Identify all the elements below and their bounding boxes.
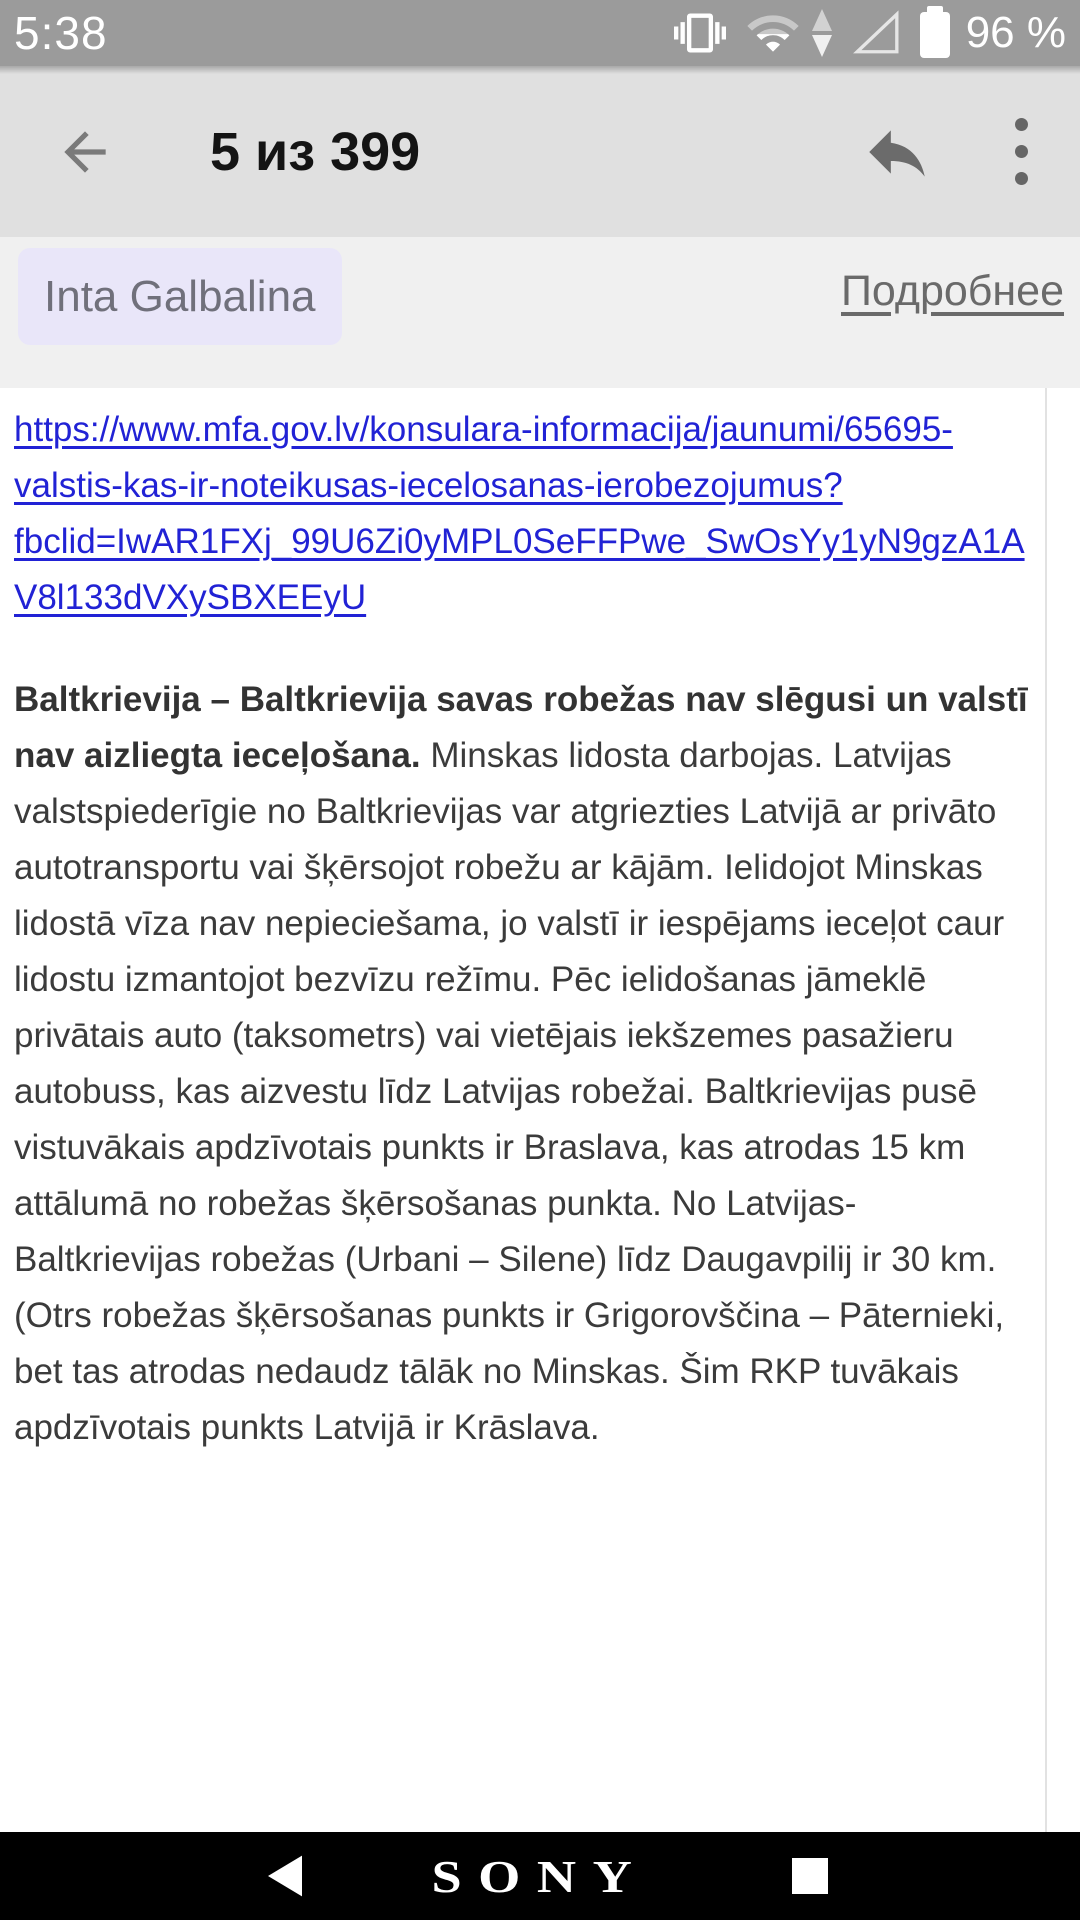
email-paragraph	[14, 672, 1040, 1456]
status-icons	[674, 5, 1066, 61]
email-body	[0, 388, 1080, 1832]
reply-button[interactable]	[851, 115, 943, 189]
arrow-back-icon	[54, 121, 116, 183]
sender-row	[0, 237, 1080, 388]
nav-recents-square-icon	[792, 1858, 828, 1894]
email-paragraph-bold: Baltkrievija – Baltkrievija savas robežas nav slēgusi un valstī nav aizliegta ieceļošana.	[14, 680, 1028, 775]
android-nav-bar	[0, 1832, 1080, 1920]
cell-signal-empty-icon	[848, 8, 904, 58]
email-hyperlink[interactable]: https://www.mfa.gov.lv/konsulara-informacija/jaunumi/65695-valstis-kas-ir-noteikusas-iecelosanas-ierobezojumus?fbclid=IwAR1FXj_99U6Zi0yMPL0SeFFPwe_SwOsYy1yN9gzA1AV8l133dVXySBXEEyU	[14, 410, 1025, 617]
nav-home-button[interactable]	[0, 1832, 1080, 1920]
overflow-menu-button[interactable]	[1009, 112, 1034, 191]
details-link[interactable]: Подробнее	[841, 267, 1064, 315]
clock: 5:38	[14, 7, 108, 59]
sender-chip[interactable]	[18, 248, 342, 345]
sender-name: Inta Galbalina	[44, 271, 316, 321]
data-activity-icon	[812, 9, 832, 57]
app-bar	[0, 66, 1080, 237]
dot	[1015, 172, 1028, 185]
back-button[interactable]	[52, 119, 118, 185]
battery-percent: 96 %	[965, 8, 1066, 57]
battery-icon	[920, 12, 950, 58]
status-bar	[0, 0, 1080, 66]
message-counter-title: 5 из 399	[210, 121, 421, 182]
vibrate-icon	[674, 7, 726, 59]
email-paragraph-text: Minskas lidosta darbojas. Latvijas valstspiederīgie no Baltkrievijas var atgriezties Latvijā ar privāto autotransportu vai šķērsojot robežu ar kājām. Ielidojot Minskas lidostā vīza nav nepieciešama, jo valstī ir iespējams ieceļot caur lidostu izmantojot bezvīzu režīmu. Pēc ielidošanas jāmeklē privātais auto (taksometrs) vai vietējais iekšzemes pasažieru autobuss, kas aizvestu līdz Latvijas robežai. Baltkrievijas pusē vistuvākais apdzīvotais punkts ir Braslava, kas atrodas 15 km attālumā no robežas šķērsošanas punkta. No Latvijas-Baltkrievijas robežas (Urbani – Silene) līdz Daugavpilij ir 30 km. (Otrs robežas šķērsošanas punkts ir Grigorovščina – Pāternieki, bet tas atrodas nedaudz tālāk no Minskas. Šim RKP tuvākais apdzīvotais punkts Latvijā ir Krāslava.	[14, 736, 1005, 1447]
reply-icon	[851, 115, 943, 189]
scrollbar-track	[1045, 388, 1047, 1832]
sony-brand-logo: SONY	[431, 1850, 649, 1902]
app-bar-actions	[851, 112, 1080, 191]
nav-recents-button[interactable]	[755, 1832, 865, 1920]
wifi-icon	[742, 5, 804, 61]
dot	[1015, 118, 1028, 131]
dot	[1015, 145, 1028, 158]
